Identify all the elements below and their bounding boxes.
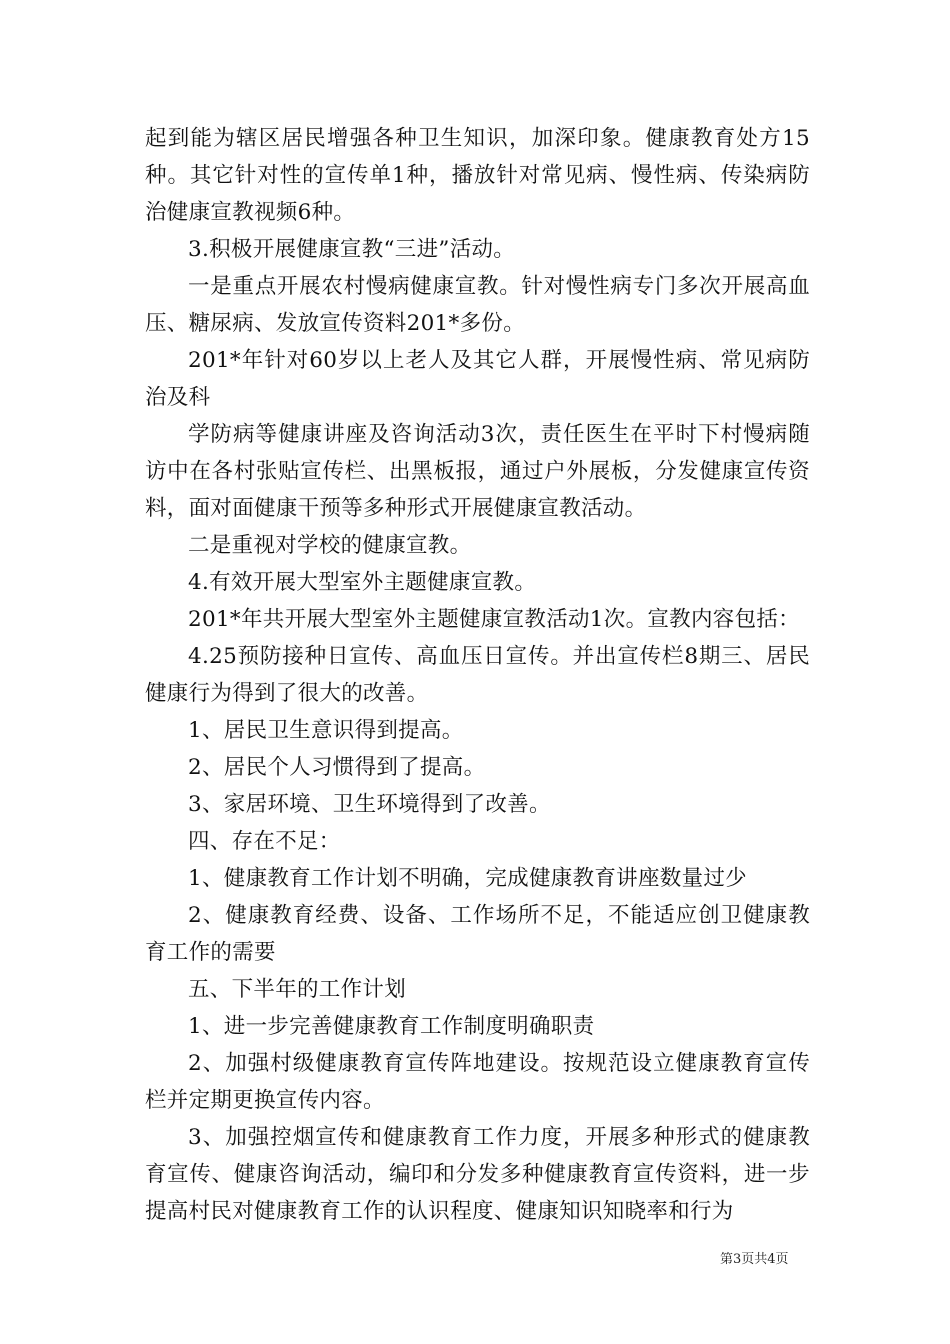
paragraph-9: 4.25预防接种日宣传、高血压日宣传。并出宣传栏8期三、居民健康行为得到了很大的改善。: [145, 644, 810, 706]
paragraph-7: 4.有效开展大型室外主题健康宣教。: [188, 570, 537, 595]
paragraph-12: 3、家居环境、卫生环境得到了改善。: [188, 792, 551, 817]
paragraph-11: 2、居民个人习惯得到了提高。: [188, 755, 486, 780]
document-body: [145, 120, 810, 1230]
paragraph-8: 201*年共开展大型室外主题健康宣教活动1次。宣教内容包括：: [188, 607, 800, 632]
paragraph-19: 3、加强控烟宣传和健康教育工作力度，开展多种形式的健康教育宣传、健康咨询活动，编印和分发多种健康教育宣传资料，进一步提高村民对健康教育工作的认识程度、健康知识知晓率和行为: [145, 1125, 810, 1224]
paragraph-16: 五、下半年的工作计划: [188, 977, 407, 1002]
paragraph-17: 1、进一步完善健康教育工作制度明确职责: [188, 1014, 595, 1039]
paragraph-2: 3.积极开展健康宣教“三进”活动。: [188, 237, 516, 262]
paragraph-18: 2、加强村级健康教育宣传阵地建设。按规范设立健康教育宣传栏并定期更换宣传内容。: [145, 1051, 810, 1113]
paragraph-6: 二是重视对学校的健康宣教。: [188, 533, 472, 558]
paragraph-13: 四、存在不足：: [188, 829, 341, 854]
paragraph-3: 一是重点开展农村慢病健康宣教。针对慢性病专门多次开展高血压、糖尿病、发放宣传资料201*多份。: [145, 274, 810, 336]
paragraph-1: 起到能为辖区居民增强各种卫生知识，加深印象。健康教育处方15种。其它针对性的宣传单1种，播放针对常见病、慢性病、传染病防治健康宣教视频6种。: [145, 126, 810, 225]
paragraph-10: 1、居民卫生意识得到提高。: [188, 718, 464, 743]
paragraph-14: 1、健康教育工作计划不明确，完成健康教育讲座数量过少: [188, 866, 747, 891]
paragraph-5: 学防病等健康讲座及咨询活动3次，责任医生在平时下村慢病随访中在各村张贴宣传栏、出黑板报，通过户外展板，分发健康宣传资料，面对面健康干预等多种形式开展健康宣教活动。: [145, 422, 810, 521]
paragraph-4: 201*年针对60岁以上老人及其它人群，开展慢性病、常见病防治及科: [145, 348, 810, 410]
page-number-footer: 第3页共4页: [720, 1252, 789, 1267]
paragraph-15: 2、健康教育经费、设备、工作场所不足，不能适应创卫健康教育工作的需要: [145, 903, 810, 965]
